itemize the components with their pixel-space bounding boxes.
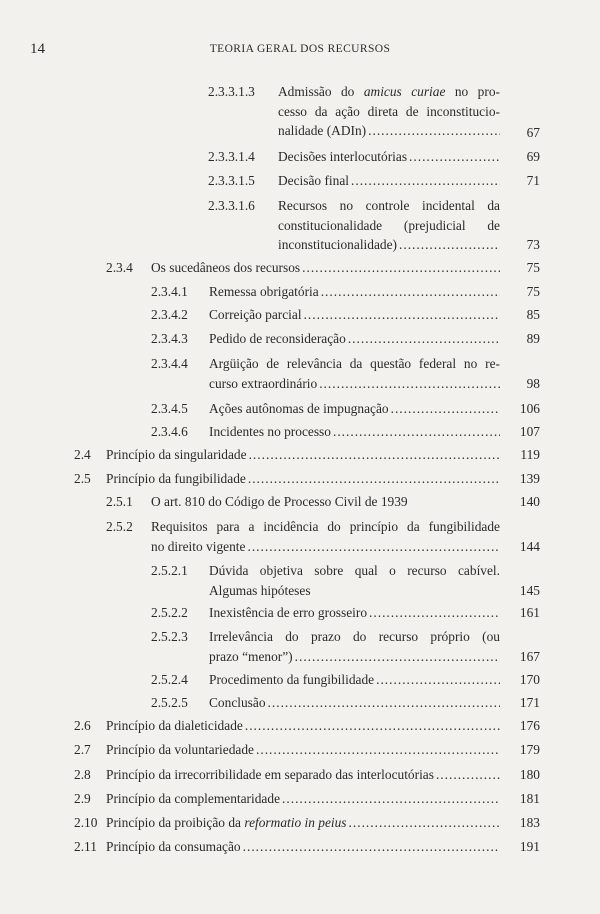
- toc-entry-page: 73: [526, 237, 540, 252]
- toc-entry: [0, 282, 600, 302]
- toc-entry-title-line: Requisitos para a incidência do princípio da fungibilidade: [151, 519, 500, 534]
- toc-entry-title: Algumas hipóteses: [209, 582, 311, 598]
- toc-entry-number: 2.5.1: [106, 494, 133, 509]
- toc-entry-title: Princípio da irrecorribilidade em separado das interlocutórias: [106, 767, 434, 782]
- toc-entry: [0, 305, 600, 325]
- toc-entry-number: 2.5: [74, 471, 91, 486]
- toc-entry: [0, 469, 600, 489]
- toc-entry: [0, 837, 600, 857]
- toc-entry: [0, 813, 600, 833]
- toc-entry-title: inconstitucionalidade): [278, 237, 397, 253]
- toc-entry-title-line: constitucionalidade (prejudicial de: [278, 217, 500, 233]
- toc-entry-number: 2.5.2.3: [151, 629, 188, 644]
- toc-entry-number: 2.7: [74, 742, 91, 757]
- toc-entry: [0, 445, 600, 465]
- toc-entry-title: no direito vigente: [151, 538, 246, 554]
- toc-entry: [0, 603, 600, 623]
- toc-entry: [0, 492, 600, 512]
- toc-entry-italic: amicus curiae: [363, 84, 446, 99]
- toc-entry-page: 144: [519, 539, 540, 554]
- toc-entry: [0, 716, 600, 736]
- toc-entry-title: Correição parcial: [209, 307, 302, 322]
- toc-entry-number: 2.5.2.2: [151, 605, 188, 620]
- toc-entry: [0, 196, 600, 256]
- toc-entry: [0, 670, 600, 690]
- toc-entry-number: 2.9: [74, 791, 91, 806]
- toc-entry-number: 2.8: [74, 767, 91, 782]
- toc-entry-number: 2.3.3.1.5: [208, 173, 255, 188]
- toc-entry-number: 2.6: [74, 718, 91, 733]
- toc-entry-page: 191: [519, 839, 540, 854]
- toc-entry: [0, 740, 600, 760]
- toc-entry-page: 98: [526, 376, 540, 391]
- toc-entry-number: 2.3.4.4: [151, 356, 188, 371]
- toc-entry-page: 89: [526, 331, 540, 346]
- toc-entry: [0, 561, 600, 601]
- toc-entry-title: Remessa obrigatória: [209, 284, 319, 299]
- toc-entry-title: Procedimento da fungibilidade: [209, 672, 375, 687]
- page-number: 14: [30, 41, 45, 57]
- toc-entry-title: Princípio da proibição da reformatio in peius: [106, 815, 347, 830]
- toc-entry-page: 145: [519, 583, 540, 598]
- toc-entry-title: prazo “menor”): [209, 648, 293, 664]
- toc-entry-number: 2.3.4.6: [151, 424, 188, 439]
- toc-entry-page: 75: [526, 284, 540, 299]
- toc-entry: [0, 82, 600, 142]
- toc-entry-title: Decisões interlocutórias: [278, 149, 408, 164]
- toc-entry-number: 2.5.2.4: [151, 672, 188, 687]
- toc-entry: [0, 765, 600, 785]
- toc-entry-number: 2.4: [74, 447, 91, 462]
- toc-entry-title-line: Dúvida objetiva sobre qual o recurso cabível.: [209, 563, 500, 578]
- toc-entry-title-line: Admissão do amicus curiae no pro-: [278, 84, 500, 99]
- toc-entry: [0, 399, 600, 419]
- toc-entry-title: Inexistência de erro grosseiro: [209, 605, 368, 620]
- toc-entry-title: Princípio da complementaridade: [106, 791, 281, 806]
- toc-entry-number: 2.3.3.1.6: [208, 198, 255, 213]
- toc-entry-page: 71: [526, 173, 540, 188]
- toc-entry: [0, 789, 600, 809]
- toc-entry-page: 170: [519, 672, 540, 687]
- toc-entry-page: 181: [519, 791, 540, 806]
- toc-entry: [0, 627, 600, 667]
- toc-entry-number: 2.3.3.1.4: [208, 149, 255, 164]
- toc-entry-title: Decisão final: [278, 173, 350, 188]
- toc-entry-number: 2.3.4.3: [151, 331, 188, 346]
- toc-entry-page: 180: [519, 767, 540, 782]
- toc-entry-title: O art. 810 do Código de Processo Civil de 1939: [151, 494, 408, 509]
- toc-entry-title-line: Recursos no controle incidental da: [278, 198, 500, 213]
- toc-entry-page: 69: [526, 149, 540, 164]
- toc-entry-page: 106: [519, 401, 540, 416]
- toc-entry-title: Os sucedâneos dos recursos: [151, 260, 301, 275]
- toc-entry-title-line: Irrelevância do prazo do recurso próprio (ou: [209, 629, 500, 644]
- toc-entry-number: 2.11: [74, 839, 97, 854]
- toc-entry-title: Princípio da singularidade: [106, 447, 247, 462]
- toc-entry-title: nalidade (ADIn): [278, 123, 367, 139]
- toc-entry-title-line: Argüição de relevância da questão federal no re-: [209, 356, 500, 371]
- toc-entry-title-line: cesso da ação direta de inconstitucio-: [278, 103, 500, 119]
- toc-entry-page: 119: [520, 447, 540, 462]
- toc-entry-title: Incidentes no processo: [209, 424, 331, 439]
- toc-entry-page: 176: [519, 718, 540, 733]
- toc-entry: [0, 354, 600, 394]
- toc-entry-page: 107: [519, 424, 540, 439]
- toc-entry: [0, 693, 600, 713]
- toc-entry-number: 2.3.3.1.3: [208, 84, 255, 99]
- toc-entry-page: 167: [519, 649, 540, 664]
- toc-entry: [0, 517, 600, 557]
- toc-entry-title: Princípio da fungibilidade: [106, 471, 246, 486]
- toc-entry-number: 2.5.2: [106, 519, 133, 534]
- toc-entry-title: Ações autônomas de impugnação: [209, 401, 389, 416]
- toc-entry-page: 139: [519, 471, 540, 486]
- toc-entry-number: 2.5.2.5: [151, 695, 188, 710]
- toc-entry-italic: reformatio in peius: [244, 815, 347, 830]
- toc-entry-title: Princípio da consumação: [106, 839, 241, 854]
- toc-entry-page: 140: [519, 494, 540, 509]
- toc-entry-page: 67: [526, 125, 540, 140]
- toc-entry: [0, 258, 600, 278]
- toc-entry-page: 179: [519, 742, 540, 757]
- toc-entry-title: Princípio da dialeticidade: [106, 718, 243, 733]
- toc-entry-number: 2.3.4: [106, 260, 133, 275]
- toc-entry-title: Princípio da voluntariedade: [106, 742, 254, 757]
- toc-entry-page: 161: [519, 605, 540, 620]
- toc-entry-number: 2.3.4.5: [151, 401, 188, 416]
- toc-entry-page: 75: [526, 260, 540, 275]
- toc-entry-page: 183: [519, 815, 540, 830]
- running-head: TEORIA GERAL DOS RECURSOS: [209, 43, 391, 55]
- toc-entry-title: Pedido de reconsideração: [209, 331, 346, 346]
- toc-entry-number: 2.3.4.1: [151, 284, 188, 299]
- toc-entry: [0, 329, 600, 349]
- toc-entry-title: Conclusão: [209, 695, 266, 710]
- toc-entry: [0, 147, 600, 167]
- toc-entry-number: 2.3.4.2: [151, 307, 188, 322]
- toc-entry-page: 171: [519, 695, 540, 710]
- toc-entry-number: 2.10: [74, 815, 98, 830]
- toc-entry: [0, 422, 600, 442]
- toc-entry-title: curso extraordinário: [209, 375, 318, 391]
- toc-entry: [0, 171, 600, 191]
- toc-entry-number: 2.5.2.1: [151, 563, 188, 578]
- toc-entry-page: 85: [526, 307, 540, 322]
